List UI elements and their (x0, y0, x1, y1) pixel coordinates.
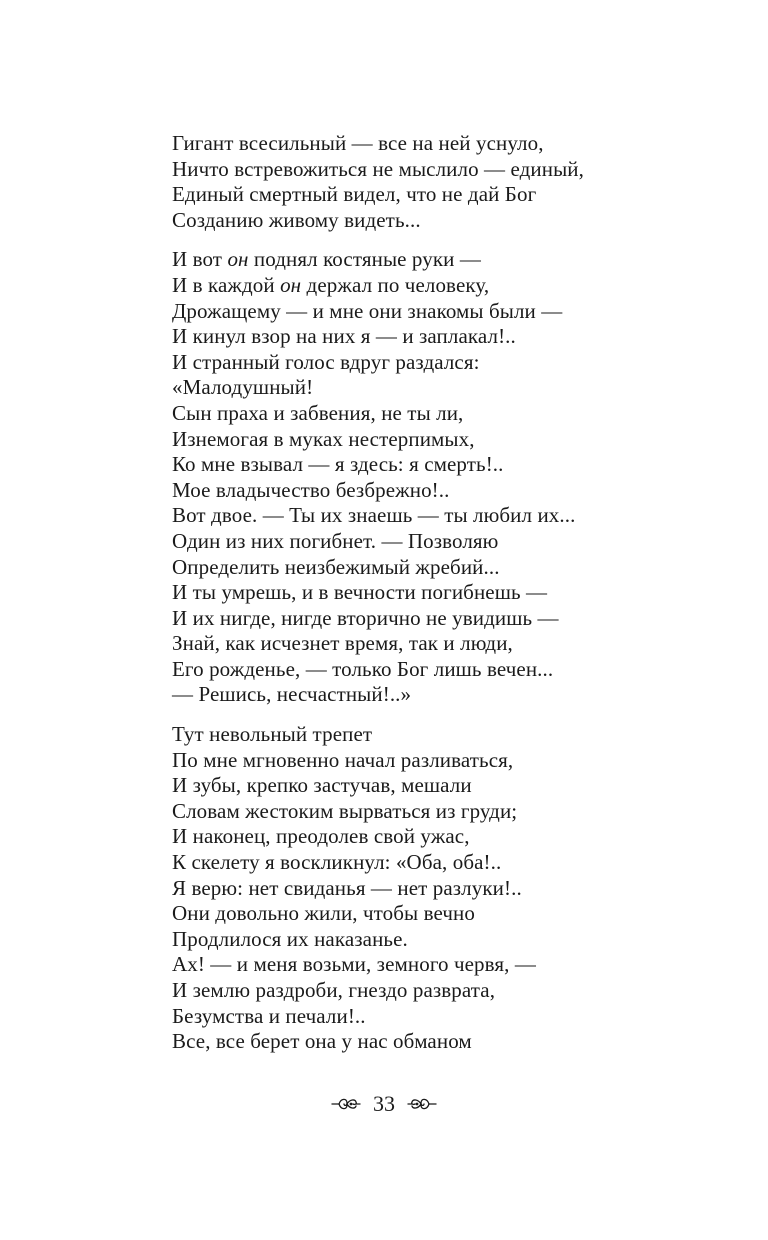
poem-line: Ах! — и меня возьми, земного червя, — (172, 952, 536, 977)
poem-line: Они довольно жили, чтобы вечно (172, 901, 475, 926)
poem-text (172, 131, 732, 1069)
fleuron-right-icon (407, 1095, 437, 1113)
poem-line: Один из них погибнет. — Позволяю (172, 528, 499, 553)
poem-line: И их нигде, нигде вторично не увидишь — (172, 605, 559, 630)
poem-line: И кинул взор на них я — и заплакал!.. (172, 324, 516, 349)
poem-line: Ничто встревожиться не мыслило — единый, (172, 156, 584, 181)
poem-line: — Решись, несчастный!..» (172, 682, 412, 707)
poem-line: Определить неизбежимый жребий... (172, 554, 500, 579)
poem-line: Я верю: нет свиданья — нет разлуки!.. (172, 875, 522, 900)
poem-line: И землю раздроби, гнездо разврата, (172, 978, 496, 1002)
italic-word: он (227, 247, 249, 272)
stanza-3 (172, 722, 732, 1055)
page-footer (0, 1089, 768, 1119)
poem-line: Его рожденье, — только Бог лишь вечен... (172, 656, 554, 681)
italic-word: он (280, 272, 302, 297)
poem-line: Словам жестоким вырваться из груди; (172, 798, 518, 823)
poem-line: Сын праха и забвения, не ты ли, (172, 400, 464, 425)
poem-line: Дрожащему — и мне они знакомы были — (172, 298, 563, 323)
page-number: 33 (373, 1091, 395, 1116)
poem-line: По мне мгновенно начал разливаться, (172, 747, 514, 772)
poem-line: Продлилося их наказанье. (172, 926, 408, 951)
fleuron-left-icon (331, 1095, 361, 1113)
line-text: поднял костяные руки — (248, 247, 481, 272)
poem-line: Вот двое. — Ты их знаешь — ты любил их... (172, 503, 576, 528)
poem-line: Безумства и печали!.. (172, 1003, 366, 1028)
line-text: И в каждой (172, 272, 281, 297)
poem-line: К скелету я воскликнул: «Оба, оба!.. (172, 850, 502, 875)
poem-line: Ко мне взывал — я здесь: я смерть!.. (172, 452, 504, 477)
poem-line: Мое владычество безбрежно!.. (172, 477, 450, 502)
poem-line: И зубы, крепко застучав, мешали (172, 773, 472, 798)
stanza-2 (172, 247, 732, 708)
stanza-1 (172, 131, 732, 233)
poem-line: Единый смертный видел, что не дай Бог (172, 182, 537, 207)
poem-line: Гигант всесильный — все на ней уснуло, (172, 131, 544, 155)
poem-line: И странный голос вдруг раздался: (172, 349, 480, 374)
poem-line: «Малодушный! (172, 375, 314, 400)
poem-line: Созданию живому видеть... (172, 207, 421, 232)
poem-line: И наконец, преодолев свой ужас, (172, 824, 470, 849)
poem-line (172, 273, 732, 299)
poem-line: Все, все берет она у нас обманом (172, 1029, 472, 1054)
poem-line: Изнемогая в муках нестерпимых, (172, 426, 475, 451)
line-text: держал по человеку, (301, 272, 490, 297)
line-text: И вот (172, 247, 228, 272)
poem-line (172, 247, 732, 273)
poem-line: Тут невольный трепет (172, 722, 373, 747)
poem-line: И ты умрешь, и в вечности погибнешь — (172, 580, 548, 605)
poem-line: Знай, как исчезнет время, так и люди, (172, 631, 513, 656)
